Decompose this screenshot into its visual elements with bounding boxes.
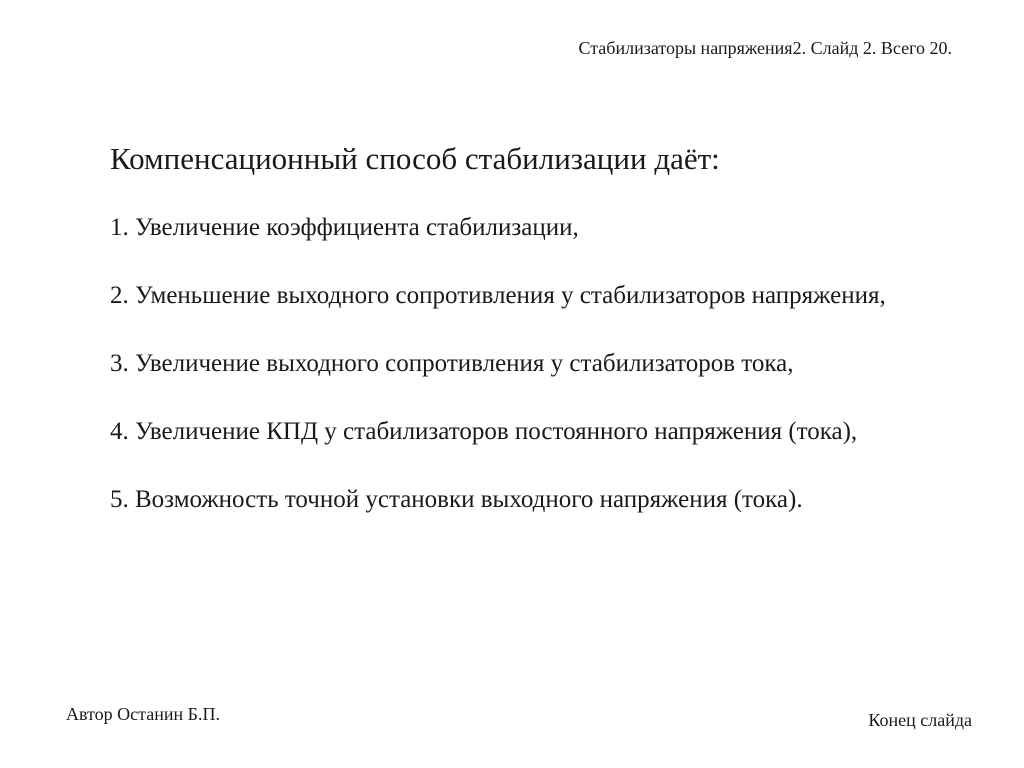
list-item: 5. Возможность точной установки выходного напряжения (тока). <box>110 486 803 514</box>
author-label: Автор Останин Б.П. <box>66 704 220 724</box>
list-item: 1. Увеличение коэффициента стабилизации, <box>110 214 579 242</box>
slide-content <box>110 140 930 551</box>
list-item: 3. Увеличение выходного сопротивления у стабилизаторов тока, <box>110 350 794 378</box>
list-item: 2. Уменьшение выходного сопротивления у стабилизаторов напряжения, <box>110 282 886 310</box>
slide-info-header: Стабилизаторы напряжения2. Слайд 2. Всего 20. <box>578 38 952 58</box>
list-item: 4. Увеличение КПД у стабилизаторов постоянного напряжения (тока), <box>110 418 858 446</box>
benefit-list <box>110 211 930 517</box>
end-of-slide-link[interactable]: Конец слайда <box>868 710 972 730</box>
slide-title: Компенсационный способ стабилизации даёт: <box>110 141 720 176</box>
